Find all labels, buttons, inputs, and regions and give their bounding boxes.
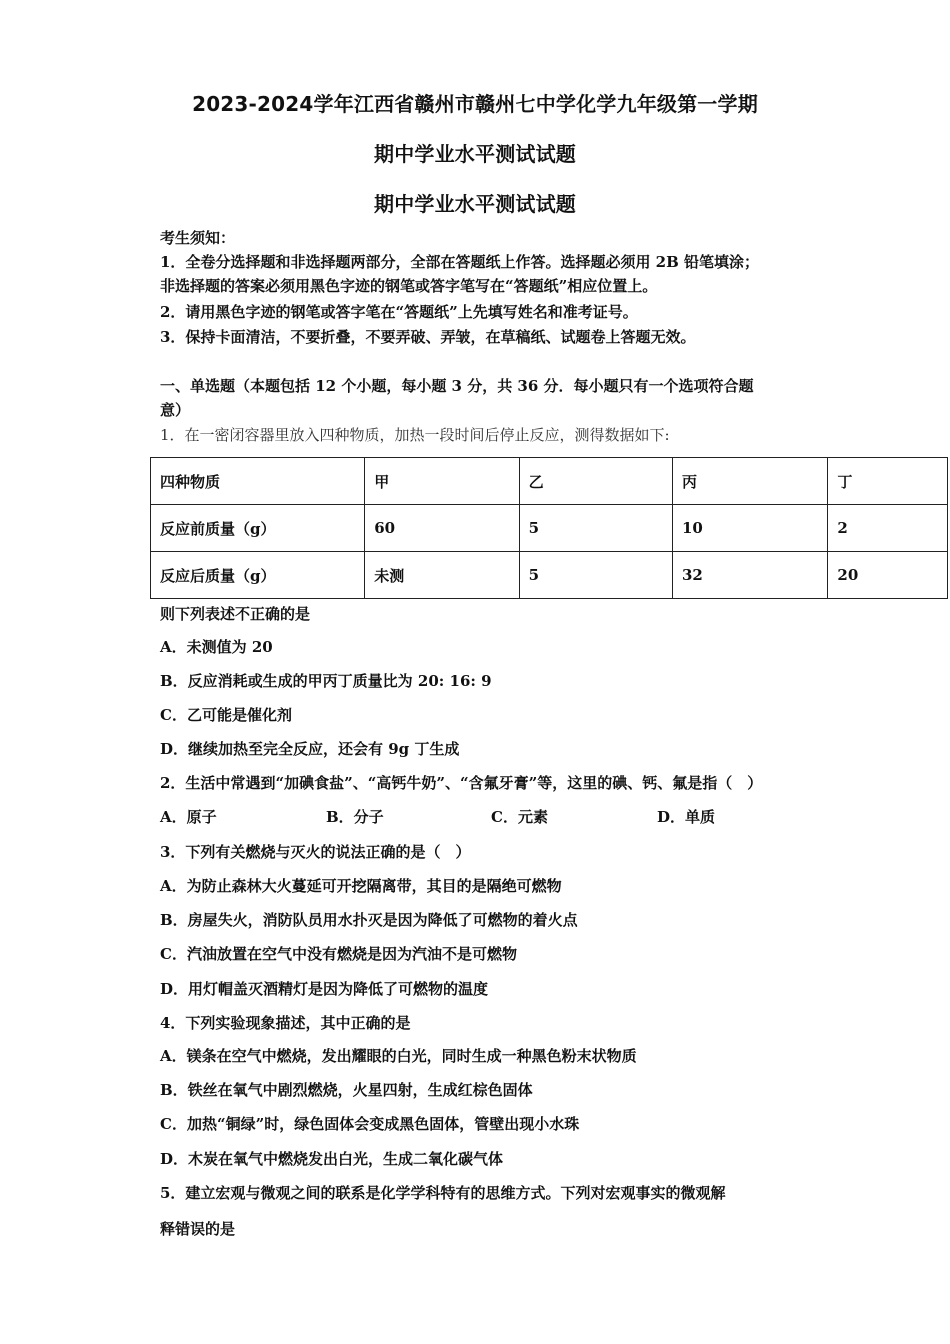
q1-option-a: A．未测值为 20: [160, 638, 273, 656]
q3-option-a: A．为防止森林大火蔓延可开挖隔离带，其目的是隔绝可燃物: [160, 877, 562, 895]
q3-option-d: D．用灯帽盖灭酒精灯是因为降低了可燃物的温度: [160, 980, 489, 998]
q1-stem: 1．在一密闭容器里放入四种物质，加热一段时间后停止反应，测得数据如下:: [160, 426, 670, 444]
q2-option-a: A．原子: [160, 808, 217, 826]
q3-option-c: C．汽油放置在空气中没有燃烧是因为汽油不是可燃物: [160, 945, 517, 963]
exam-title-line3: 期中学业水平测试试题: [374, 192, 576, 216]
q4-option-d: D．木炭在氧气中燃烧发出白光，生成二氧化碳气体: [160, 1150, 504, 1168]
q4-stem: 4．下列实验现象描述，其中正确的是: [160, 1014, 411, 1032]
q2-option-c: C．元素: [491, 808, 548, 826]
q3-option-b: B．房屋失火，消防队员用水扑灭是因为降低了可燃物的着火点: [160, 911, 578, 929]
table-row: [151, 552, 948, 599]
table-cell: 丁: [828, 458, 948, 505]
table-cell: 5: [519, 505, 672, 552]
q5-stem-line2: 释错误的是: [160, 1220, 236, 1238]
table-cell: 反应前质量（g）: [151, 505, 365, 552]
table-cell: 未测: [365, 552, 519, 599]
q1-data-table: [150, 457, 948, 599]
table-cell: 丙: [673, 458, 828, 505]
table-cell: 5: [519, 552, 672, 599]
table-cell: 甲: [365, 458, 519, 505]
q2-option-b: B．分子: [326, 808, 384, 826]
q1-option-b: B．反应消耗或生成的甲丙丁质量比为 20: 16: 9: [160, 672, 492, 690]
q2-option-d: D．单质: [657, 808, 716, 826]
table-cell: 10: [673, 505, 828, 552]
table-cell: 60: [365, 505, 519, 552]
notice-line-3: 2．请用黑色字迹的钢笔或答字笔在“答题纸”上先填写姓名和准考证号。: [160, 303, 638, 321]
q2-stem: 2．生活中常遇到“加碘食盐”、“高钙牛奶”、“含氟牙膏”等，这里的碘、钙、氟是指（ ）: [160, 774, 763, 792]
table-cell: 32: [673, 552, 828, 599]
q4-option-c: C．加热“铜绿”时，绿色固体会变成黑色固体，管壁出现小水珠: [160, 1115, 580, 1133]
table-cell: 乙: [519, 458, 672, 505]
table-cell: 反应后质量（g）: [151, 552, 365, 599]
exam-title-line2: 期中学业水平测试试题: [374, 142, 576, 166]
exam-title-line1: 2023-2024学年江西省赣州市赣州七中学化学九年级第一学期: [192, 92, 758, 116]
table-cell: 2: [828, 505, 948, 552]
notice-heading: 考生须知：: [160, 229, 236, 247]
q4-option-a: A．镁条在空气中燃烧，发出耀眼的白光，同时生成一种黑色粉末状物质: [160, 1047, 637, 1065]
section-heading-line2: 意）: [160, 401, 191, 419]
q1-question: 则下列表述不正确的是: [160, 605, 311, 623]
notice-line-4: 3．保持卡面清洁，不要折叠，不要弄破、弄皱，在草稿纸、试题卷上答题无效。: [160, 328, 696, 346]
q1-option-d: D．继续加热至完全反应，还会有 9g 丁生成: [160, 740, 460, 758]
table-header-row: [151, 458, 948, 505]
notice-line-1: 1．全卷分选择题和非选择题两部分，全部在答题纸上作答。选择题必须用 2B 铅笔填涂；: [160, 253, 760, 271]
table-cell: 四种物质: [151, 458, 365, 505]
q3-stem: 3．下列有关燃烧与灭火的说法正确的是（ ）: [160, 843, 471, 861]
table-cell: 20: [828, 552, 948, 599]
section-heading-line1: 一、单选题（本题包括 12 个小题，每小题 3 分，共 36 分．每小题只有一个选项符合题: [160, 377, 754, 395]
q5-stem-line1: 5．建立宏观与微观之间的联系是化学学科特有的思维方式。下列对宏观事实的微观解: [160, 1184, 726, 1202]
q1-option-c: C．乙可能是催化剂: [160, 706, 292, 724]
notice-line-2: 非选择题的答案必须用黑色字迹的钢笔或答字笔写在“答题纸”相应位置上。: [160, 277, 658, 295]
q4-option-b: B．铁丝在氧气中剧烈燃烧，火星四射，生成红棕色固体: [160, 1081, 533, 1099]
q2-options-row: [160, 807, 860, 827]
table-row: [151, 505, 948, 552]
